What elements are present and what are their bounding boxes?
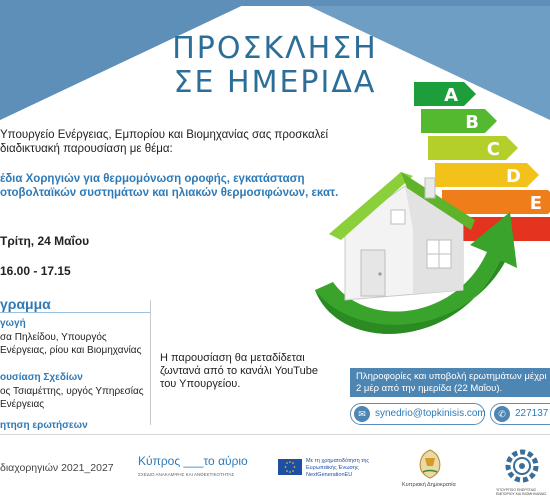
youtube-note: Η παρουσίαση θα μεταδίδεται ζωντανά από το κανάλι YouTube του Υπουργείου. xyxy=(160,352,318,390)
title-line-1: ΠΡΟΣΚΛΗΣΗ xyxy=(172,31,378,66)
topic-text: έδια Χορηγιών για θερμομόνωση οροφής, εγκατάσταση οτοβολταϊκών συστημάτων και ηλιακών θερμοσιφώνων, εκατ. xyxy=(0,173,339,199)
title-line-2: ΣΕ ΗΜΕΡΙΔΑ xyxy=(173,65,377,100)
eu-flag-icon xyxy=(278,459,302,475)
program-item-heading: ουσίαση Σχεδίων xyxy=(0,372,83,383)
cyprus-tomorrow-text: Κύπρος ___το αύριο xyxy=(138,454,248,468)
email-contact[interactable] xyxy=(350,403,485,425)
republic-text: Κυπριακή Δημοκρατία xyxy=(402,482,456,488)
phone-contact[interactable] xyxy=(490,403,550,425)
program-item-heading: ητηση ερωτήσεων xyxy=(0,420,88,431)
cyprus-crest-icon xyxy=(415,448,445,480)
eu-funding-text: Με τη χρηματοδότηση της Ευρωπαϊκής Ένωσης NextGenerationEU xyxy=(306,458,370,478)
event-time: 16.00 - 17.15 xyxy=(0,264,71,278)
info-box: Πληροφορίες και υποβολή ερωτημάτων μέχρι 2 μέρ από την ημερίδα (22 Μαΐου). xyxy=(350,368,550,397)
intro-text: Υπουργείο Ενέργειας, Εμπορίου και Βιομηχανίας σας προσκαλεί διαδικτυακή παρουσίαση με θέμα: xyxy=(0,129,329,155)
ministry-text: ΥΠΟΥΡΓΕΙΟ ΕΝΕΡΓΕΙΑΣ ΕΜΠΟΡΙΟΥ ΚΑΙ ΒΙΟΜΗΧΑΝΙΑΣ xyxy=(496,488,547,496)
program-item-text: σα Πηλείδου, Υπουργός Ενέργειας, ρίου και Βιομηχανίας xyxy=(0,332,142,356)
ministry-gear-icon xyxy=(502,446,542,486)
footer-programme: διαχορηγιών 2021_2027 xyxy=(0,462,114,474)
email-text: synedrio@topkinisis.com xyxy=(375,408,486,419)
energy-label-a: A xyxy=(444,85,458,106)
energy-label-c: C xyxy=(486,139,500,160)
phone-icon: ✆ xyxy=(494,406,510,422)
program-item-heading: γωγή xyxy=(0,318,26,329)
footer-divider xyxy=(0,434,550,435)
phone-text: 227137 xyxy=(515,408,549,419)
mail-icon: ✉ xyxy=(354,406,370,422)
column-divider xyxy=(150,300,151,425)
energy-bar-b xyxy=(421,109,497,133)
program-divider xyxy=(0,312,150,313)
energy-label-b: B xyxy=(465,112,479,133)
energy-label-e: E xyxy=(529,193,542,214)
cyprus-tomorrow-subtitle: ΣΧΕΔΙΟ ΑΝΑΚΑΜΨΗΣ ΚΑΙ ΑΝΘΕΚΤΙΚΟΤΗΤΑΣ xyxy=(138,472,235,477)
program-item-text: ος Τσιαμέττης, υργός Υπηρεσίας Ενέργειας xyxy=(0,386,144,410)
cyprus-tomorrow-logo xyxy=(134,452,254,486)
energy-label-d: D xyxy=(506,166,521,187)
event-date: Τρίτη, 24 Μαΐου xyxy=(0,234,90,248)
program-title: γραμμα xyxy=(0,296,51,312)
